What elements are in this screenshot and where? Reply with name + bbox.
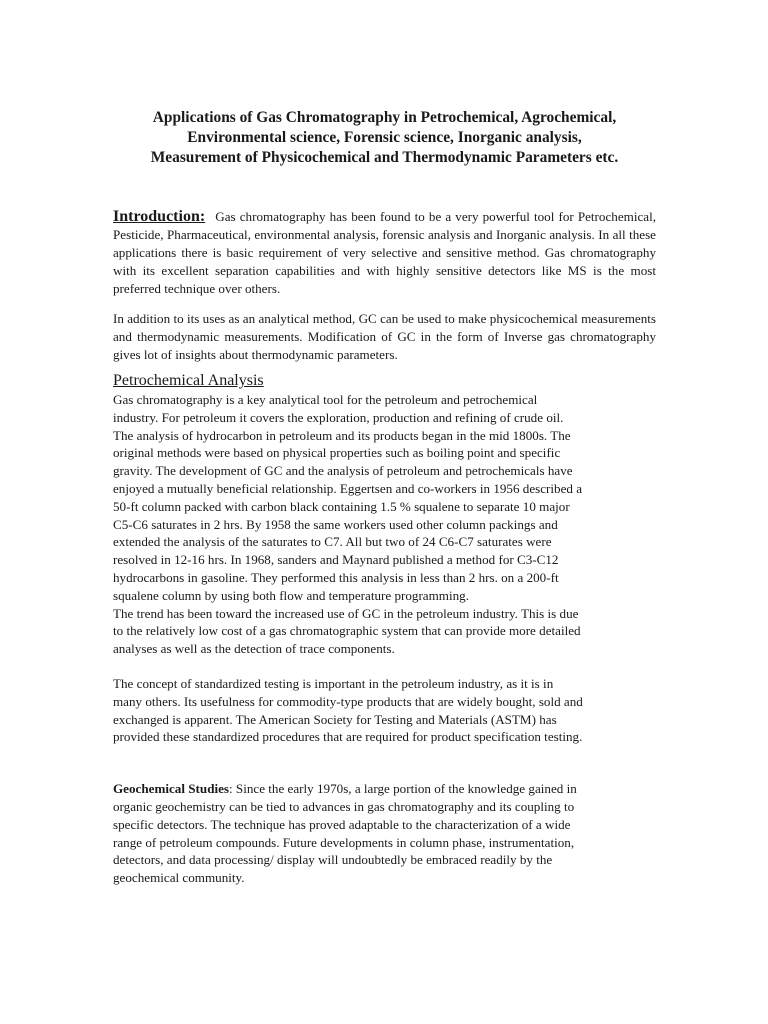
text-line: hydrocarbons in gasoline. They performed this analysis in less than 2 hrs. on a 200-ft <box>113 569 559 585</box>
text-line: resolved in 12-16 hrs. In 1968, sanders and Maynard published a method for C3-C12 <box>113 552 559 568</box>
text-line: original methods were based on physical properties such as boiling point and specific <box>113 445 561 461</box>
text-line: detectors, and data processing/ display will undoubtedly be embraced readily by the <box>113 852 553 868</box>
text-line: The trend has been toward the increased use of GC in the petroleum industry. This is due <box>113 605 579 621</box>
text-line: range of petroleum compounds. Future developments in column phase, instrumentation, <box>113 834 575 850</box>
title-line: Measurement of Physicochemical and Thermodynamic Parameters etc. <box>150 149 619 166</box>
text-line: extended the analysis of the saturates to C7. All but two of 24 C6-C7 saturates were <box>113 534 552 550</box>
text-line: The analysis of hydrocarbon in petroleum and its products began in the mid 1800s. The <box>113 427 571 443</box>
geochemical-heading: Geochemical Studies <box>113 781 230 797</box>
text-line: specific detectors. The technique has proved adaptable to the characterization of a wide <box>113 816 571 832</box>
standardized-testing-paragraph <box>113 675 656 746</box>
text-line: provided these standardized procedures that are required for product specification testing. <box>113 729 583 745</box>
text-line: organic geochemistry can be tied to advances in gas chromatography and its coupling to <box>113 798 575 814</box>
text-line: gravity. The development of GC and the analysis of petroleum and petrochemicals have <box>113 463 573 479</box>
text-line: to the relatively low cost of a gas chromatographic system that can provide more detailed <box>113 623 581 639</box>
text-line: geochemical community. <box>113 870 245 886</box>
text-line: analyses as well as the detection of trace components. <box>113 641 395 657</box>
introduction-paragraph-2: In addition to its uses as an analytical method, GC can be used to make physicochemical measurements and thermodynamic measurements. Modification of GC in the form of Inverse gas chromatography gives lot of insights about thermodynamic parameters. <box>113 311 656 362</box>
text-line: 50-ft column packed with carbon black containing 1.5 % squalene to separate 10 major <box>113 498 570 514</box>
text-line <box>113 780 656 798</box>
document-page <box>113 108 656 887</box>
document-title <box>113 108 656 168</box>
petrochemical-heading: Petrochemical Analysis <box>113 372 264 389</box>
text-line: enjoyed a mutually beneficial relationship. Eggertsen and co-workers in 1956 described a <box>113 480 583 496</box>
text-line: industry. For petroleum it covers the exploration, production and refining of crude oil. <box>113 409 564 425</box>
text-line: many others. Its usefulness for commodity-type products that are widely bought, sold and <box>113 693 583 709</box>
text-line: The concept of standardized testing is important in the petroleum industry, as it is in <box>113 675 554 691</box>
title-line: Environmental science, Forensic science, Inorganic analysis, <box>187 129 582 146</box>
geochemical-first-line: : Since the early 1970s, a large portion of the knowledge gained in <box>229 781 577 797</box>
title-line: Applications of Gas Chromatography in Petrochemical, Agrochemical, <box>152 109 617 126</box>
text-line: C5-C6 saturates in 2 hrs. By 1958 the same workers used other column packings and <box>113 516 558 532</box>
text-line: exchanged is apparent. The American Society for Testing and Materials (ASTM) has <box>113 711 557 727</box>
geochemical-paragraph <box>113 780 656 887</box>
introduction-paragraph <box>113 208 656 298</box>
text-line: squalene column by using both flow and temperature programming. <box>113 587 469 603</box>
introduction-heading: Introduction: <box>113 208 206 225</box>
petrochemical-paragraph <box>113 391 656 658</box>
introduction-text: Gas chromatography has been found to be a very powerful tool for Petrochemical, Pesticide, Pharmaceutical, environmental analysis, forensic analysis and Inorganic analysis. In all these applications there is basic requirement of very selective and sensitive method. Gas chromatography with its excellent separation capabilities and with highly sensitive detectors like MS is the most preferred technique over others. <box>113 209 656 296</box>
text-line: Gas chromatography is a key analytical tool for the petroleum and petrochemical <box>113 392 538 407</box>
